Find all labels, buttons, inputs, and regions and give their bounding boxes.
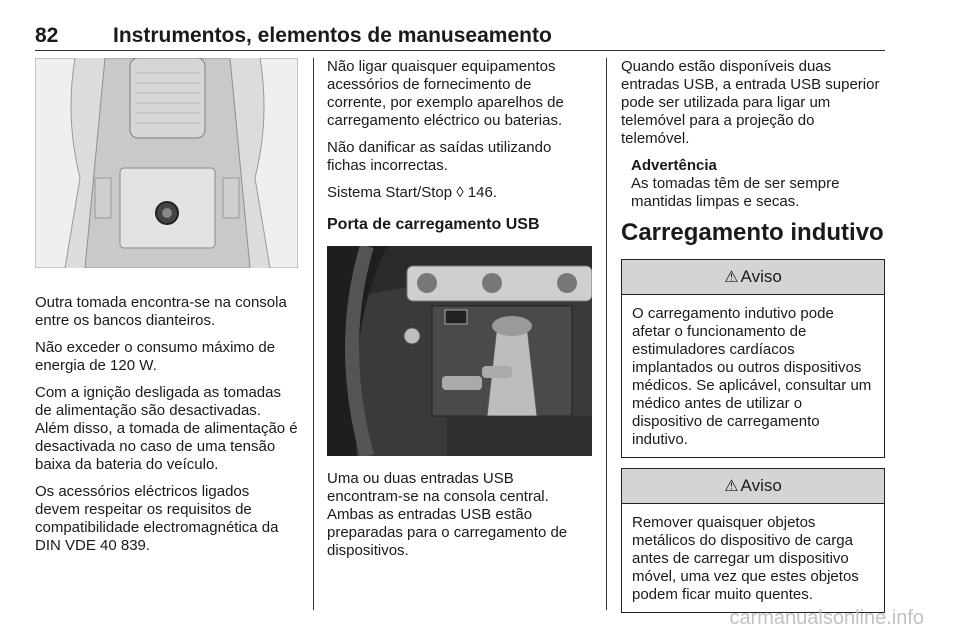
paragraph: Não ligar quaisquer equipamentos acessórios de fornecimento de corrente, por exemplo aparelhos de carregamento eléctrico ou baterias. <box>327 58 564 129</box>
page-number: 82 <box>35 24 59 47</box>
note-block <box>631 157 885 211</box>
note-title: Advertência <box>631 157 717 174</box>
warning-triangle-icon: ⚠ <box>724 269 739 286</box>
paragraph: Uma ou duas entradas USB encontram-se na consola central. Ambas as entradas USB estão preparadas para o carregamento de dispositivos. <box>327 470 568 559</box>
paragraph: Não danificar as saídas utilizando fichas incorrectas. <box>327 139 552 174</box>
usb-port-figure <box>327 246 592 456</box>
usb-console-illustration <box>327 246 592 456</box>
warning-box <box>621 468 885 613</box>
watermark: carmanualsonline.info <box>729 607 924 629</box>
column-1 <box>35 58 298 564</box>
warning-title: Aviso <box>740 476 782 495</box>
cross-reference: Sistema Start/Stop ◊ 146. <box>327 184 497 201</box>
warning-triangle-icon: ⚠ <box>724 478 739 495</box>
paragraph: Quando estão disponíveis duas entradas USB, a entrada USB superior pode ser utilizada para ligar um telemóvel para a projeção do telemóvel. <box>621 58 880 147</box>
column-2 <box>327 58 592 569</box>
warning-header <box>622 260 884 295</box>
console-socket-illustration <box>35 58 298 268</box>
warning-text: O carregamento indutivo pode afetar o funcionamento de estimuladores cardíacos implantados ou outros dispositivos médicos. Se aplicável, consultar um médico antes de utilizar o dispositivo de carregamento indutivo. <box>632 305 872 448</box>
note-text: As tomadas têm de ser sempre mantidas limpas e secas. <box>631 175 840 210</box>
paragraph: Não exceder o consumo máximo de energia de 120 W. <box>35 339 276 374</box>
section-heading: Porta de carregamento USB <box>327 216 540 233</box>
chapter-title: Instrumentos, elementos de manuseamento <box>113 24 552 47</box>
console-socket-figure <box>35 58 298 268</box>
paragraph: Com a ignição desligada as tomadas de alimentação são desactivadas. Além disso, a tomada de alimentação é desactivada no caso de uma tensão baixa da bateria do veículo. <box>35 384 298 473</box>
warning-text: Remover quaisquer objetos metálicos do dispositivo de carga antes de carregar um dispositivo móvel, uma vez que estes objetos podem ficar muito quentes. <box>632 514 859 603</box>
column-divider <box>313 58 314 610</box>
paragraph: Outra tomada encontra-se na consola entre os bancos dianteiros. <box>35 294 287 329</box>
section-heading: Carregamento indutivo <box>621 219 884 246</box>
warning-title: Aviso <box>740 267 782 286</box>
column-3 <box>621 58 885 623</box>
column-divider <box>606 58 607 610</box>
warning-header <box>622 469 884 504</box>
page-header <box>35 22 885 51</box>
paragraph: Os acessórios eléctricos ligados devem respeitar os requisitos de compatibilidade electromagnética da DIN VDE 40 839. <box>35 483 279 554</box>
warning-box <box>621 259 885 458</box>
